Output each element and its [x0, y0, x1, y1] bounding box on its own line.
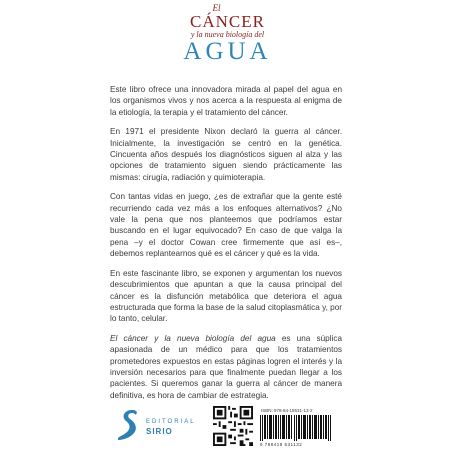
- publisher-line1: EDITORIAL: [146, 419, 196, 425]
- book-title-italic: El cáncer y la nueva biología del agua: [110, 333, 276, 343]
- title-cancer: CÁNCER: [190, 12, 265, 31]
- qr-code-icon: [213, 406, 253, 446]
- blurb-paragraph-3: Con tantas vidas en juego, ¿es de extrañar que la gente esté recurriendo cada vez más a los enfoques alternativos? ¿No vale la pena que nos planteemos que podríamos estar buscando en el lugar equivocado? En caso de que valga la pena –y el doctor Cowan cree firmemente que así es–, debemos replantearnos qué es el cáncer y qué es la vida.: [110, 192, 342, 259]
- blurb-paragraph-5-rest: es una súplica apasionada de un médico para que los tratamientos prometedores expuestos en estas páginas logren el interés y la inversión necesarios para que finalmente puedan llegar a los pacientes. Si queremos ganar la guerra al cáncer de manera definitiva, es hora de cambiar de estrategia.: [110, 333, 343, 400]
- blurb-paragraph-1: Este libro ofrece una innovadora mirada al papel del agua en los organismos vivos y nos acerca a la respuesta al enigma de la etiología, la terapia y el tratamiento del cáncer.: [110, 85, 342, 117]
- blurb-paragraph-5: [110, 333, 342, 401]
- blurb-paragraph-2: En 1971 el presidente Nixon declaró la guerra al cáncer. Inicialmente, la investigación se centró en la genética. Cincuenta años después los diagnósticos siguen al alza y las opciones de tratamiento siguen siendo prácticamente las mismas: cirugía, radiación y quimioterapia.: [110, 127, 342, 182]
- barcode-digits: 9 788418 531132: [260, 442, 303, 447]
- blurb-text: [110, 84, 342, 409]
- blurb-paragraph-4: En este fascinante libro, se exponen y argumentan los nuevos descubrimientos que apuntan a que la causa principal del cáncer es la disfunción metabólica que deteriora el agua estructurada que forma la base de la salud citoplasmática y, por lo tanto, celular.: [110, 268, 342, 324]
- title-el: El: [212, 3, 221, 13]
- publisher-logo: [116, 408, 216, 442]
- footer: [0, 400, 455, 450]
- title-agua: AGUA: [183, 38, 272, 65]
- title-subtitle: y la nueva biología del: [190, 30, 265, 39]
- publisher-line2: SIRIO: [146, 427, 173, 436]
- cover-title: [0, 4, 455, 64]
- swan-logo-icon: [116, 408, 140, 442]
- isbn-label: ISBN: 978-84-18531-13-2: [261, 408, 313, 413]
- barcode-icon: [260, 415, 332, 441]
